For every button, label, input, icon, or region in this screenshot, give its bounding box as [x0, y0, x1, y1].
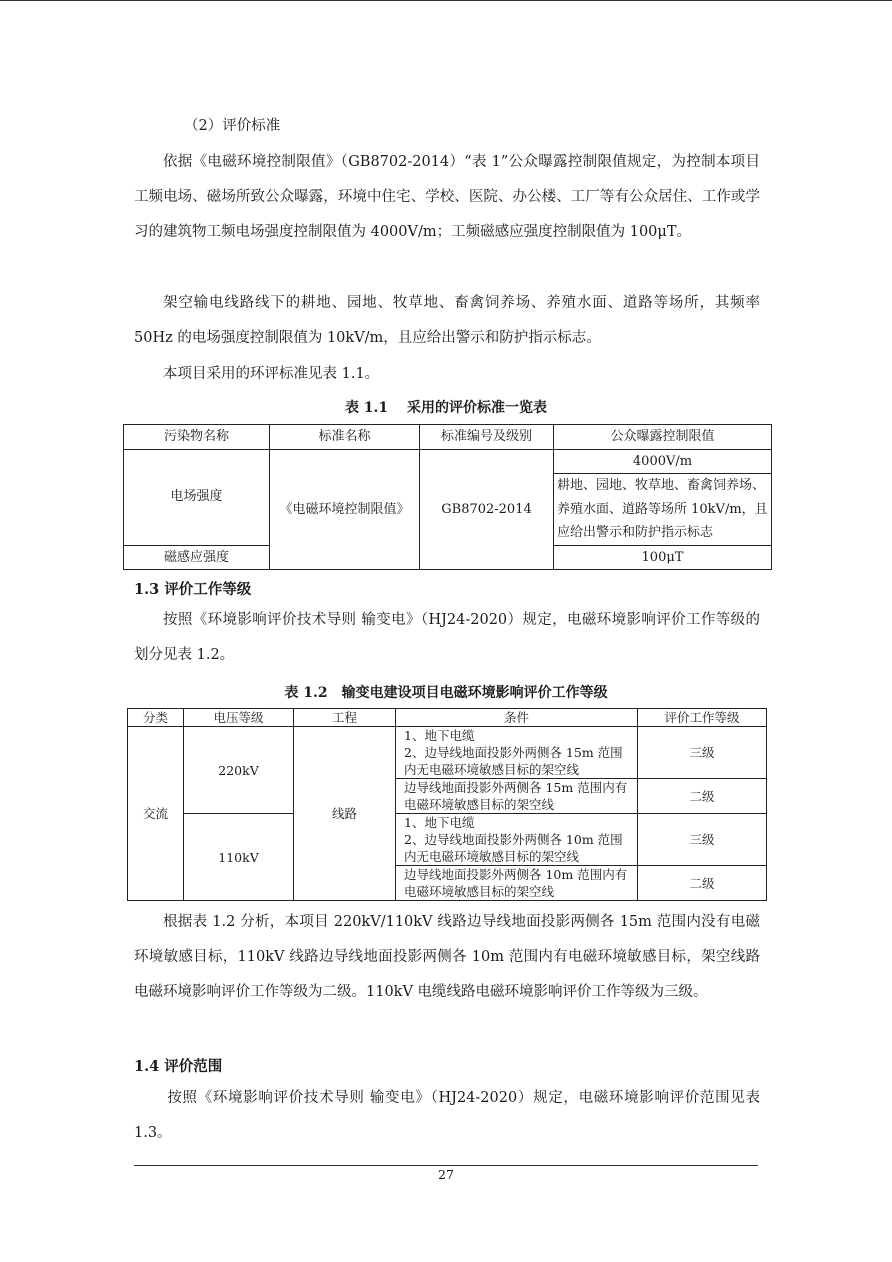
- heading-1-4: 1.4 评价范围: [134, 1058, 223, 1075]
- voltage-cell: 220kV: [184, 727, 294, 814]
- paragraph-guideline: 按照《环境影响评价技术导则 输变电》（HJ24-2020）规定，电磁环境影响评价工作等级的划分见表 1.2。: [134, 612, 760, 664]
- standards-table: [123, 424, 772, 570]
- paragraph-overhead-line: 架空输电线路线下的耕地、园地、牧草地、畜禽饲养场、养殖水面、道路等场所，其频率 50Hz 的电场强度控制限值为 10kV/m，且应给出警示和防护指示标志。: [134, 295, 760, 347]
- page-number: 27: [438, 1167, 454, 1182]
- standard-name-cell: 《电磁环境控制限值》: [270, 449, 420, 570]
- limit-cell: 100μT: [554, 545, 772, 570]
- grade-table: [127, 708, 767, 901]
- table-row: [128, 727, 767, 779]
- header-cell: 公众曝露控制限值: [554, 425, 772, 450]
- section-subtitle: （2）评价标准: [184, 118, 281, 134]
- heading-1-3: 1.3 评价工作等级: [134, 581, 252, 598]
- voltage-cell: 110kV: [184, 814, 294, 901]
- grade-cell: 三级: [638, 814, 767, 866]
- grade-cell: 二级: [638, 779, 767, 814]
- top-border-line: [0, 0, 892, 1]
- footer-divider: [134, 1165, 758, 1166]
- project-cell: 线路: [294, 727, 396, 901]
- header-cell: 分类: [128, 709, 184, 727]
- condition-cell: 边导线地面投影外两侧各 10m 范围内有电磁环境敏感目标的架空线: [396, 866, 638, 901]
- table-row: [128, 814, 767, 866]
- condition-cell: 1、地下电缆 2、边导线地面投影外两侧各 10m 范围内无电磁环境敏感目标的架空线: [396, 814, 638, 866]
- paragraph-analysis: 根据表 1.2 分析，本项目 220kV/110kV 线路边导线地面投影两侧各 15m 范围内没有电磁环境敏感目标，110kV 线路边导线地面投影两侧各 10m 范围内有电磁环境敏感目标，架空线路电磁环境影响评价工作等级为二级。110kV 电缆线路电磁环境影响评价工作等级为三级。: [134, 914, 760, 1001]
- paragraph-scope: 按照《环境影响评价技术导则 输变电》（HJ24-2020）规定，电磁环境影响评价范围见表 1.3。: [134, 1090, 760, 1142]
- grade-cell: 二级: [638, 866, 767, 901]
- condition-cell: 1、地下电缆 2、边导线地面投影外两侧各 15m 范围内无电磁环境敏感目标的架空线: [396, 727, 638, 779]
- header-cell: 标准名称: [270, 425, 420, 450]
- header-cell: 工程: [294, 709, 396, 727]
- header-cell: 条件: [396, 709, 638, 727]
- limit-cell: 耕地、园地、牧草地、畜禽饲养场、养殖水面、道路等场所 10kV/m，且应给出警示和防护指示标志: [554, 474, 772, 546]
- paragraph-standard-basis: 依据《电磁环境控制限值》（GB8702-2014）“表 1”公众曝露控制限值规定，为控制本项目工频电场、磁场所致公众曝露，环境中住宅、学校、医院、办公楼、工厂等有公众居住、工作或学习的建筑物工频电场强度控制限值为 4000V/m；工频磁感应强度控制限值为 100μT。: [134, 154, 760, 241]
- limit-cell: 4000V/m: [554, 449, 772, 474]
- category-cell: 交流: [128, 727, 184, 901]
- table-1-2-caption: 表 1.2 输变电建设项目电磁环境影响评价工作等级: [284, 685, 608, 701]
- paragraph-table-ref: 本项目采用的环评标准见表 1.1。: [163, 366, 380, 382]
- header-cell: 评价工作等级: [638, 709, 767, 727]
- grade-cell: 三级: [638, 727, 767, 779]
- condition-cell: 边导线地面投影外两侧各 15m 范围内有电磁环境敏感目标的架空线: [396, 779, 638, 814]
- table-row: [124, 449, 772, 474]
- header-cell: 电压等级: [184, 709, 294, 727]
- header-cell: 污染物名称: [124, 425, 270, 450]
- standard-code-cell: GB8702-2014: [420, 449, 554, 570]
- table-1-1-caption: 表 1.1 采用的评价标准一览表: [344, 400, 548, 416]
- header-cell: 标准编号及级别: [420, 425, 554, 450]
- pollutant-cell: 磁感应强度: [124, 545, 270, 570]
- table-header-row: [128, 709, 767, 727]
- pollutant-cell: 电场强度: [124, 449, 270, 545]
- table-header-row: [124, 425, 772, 450]
